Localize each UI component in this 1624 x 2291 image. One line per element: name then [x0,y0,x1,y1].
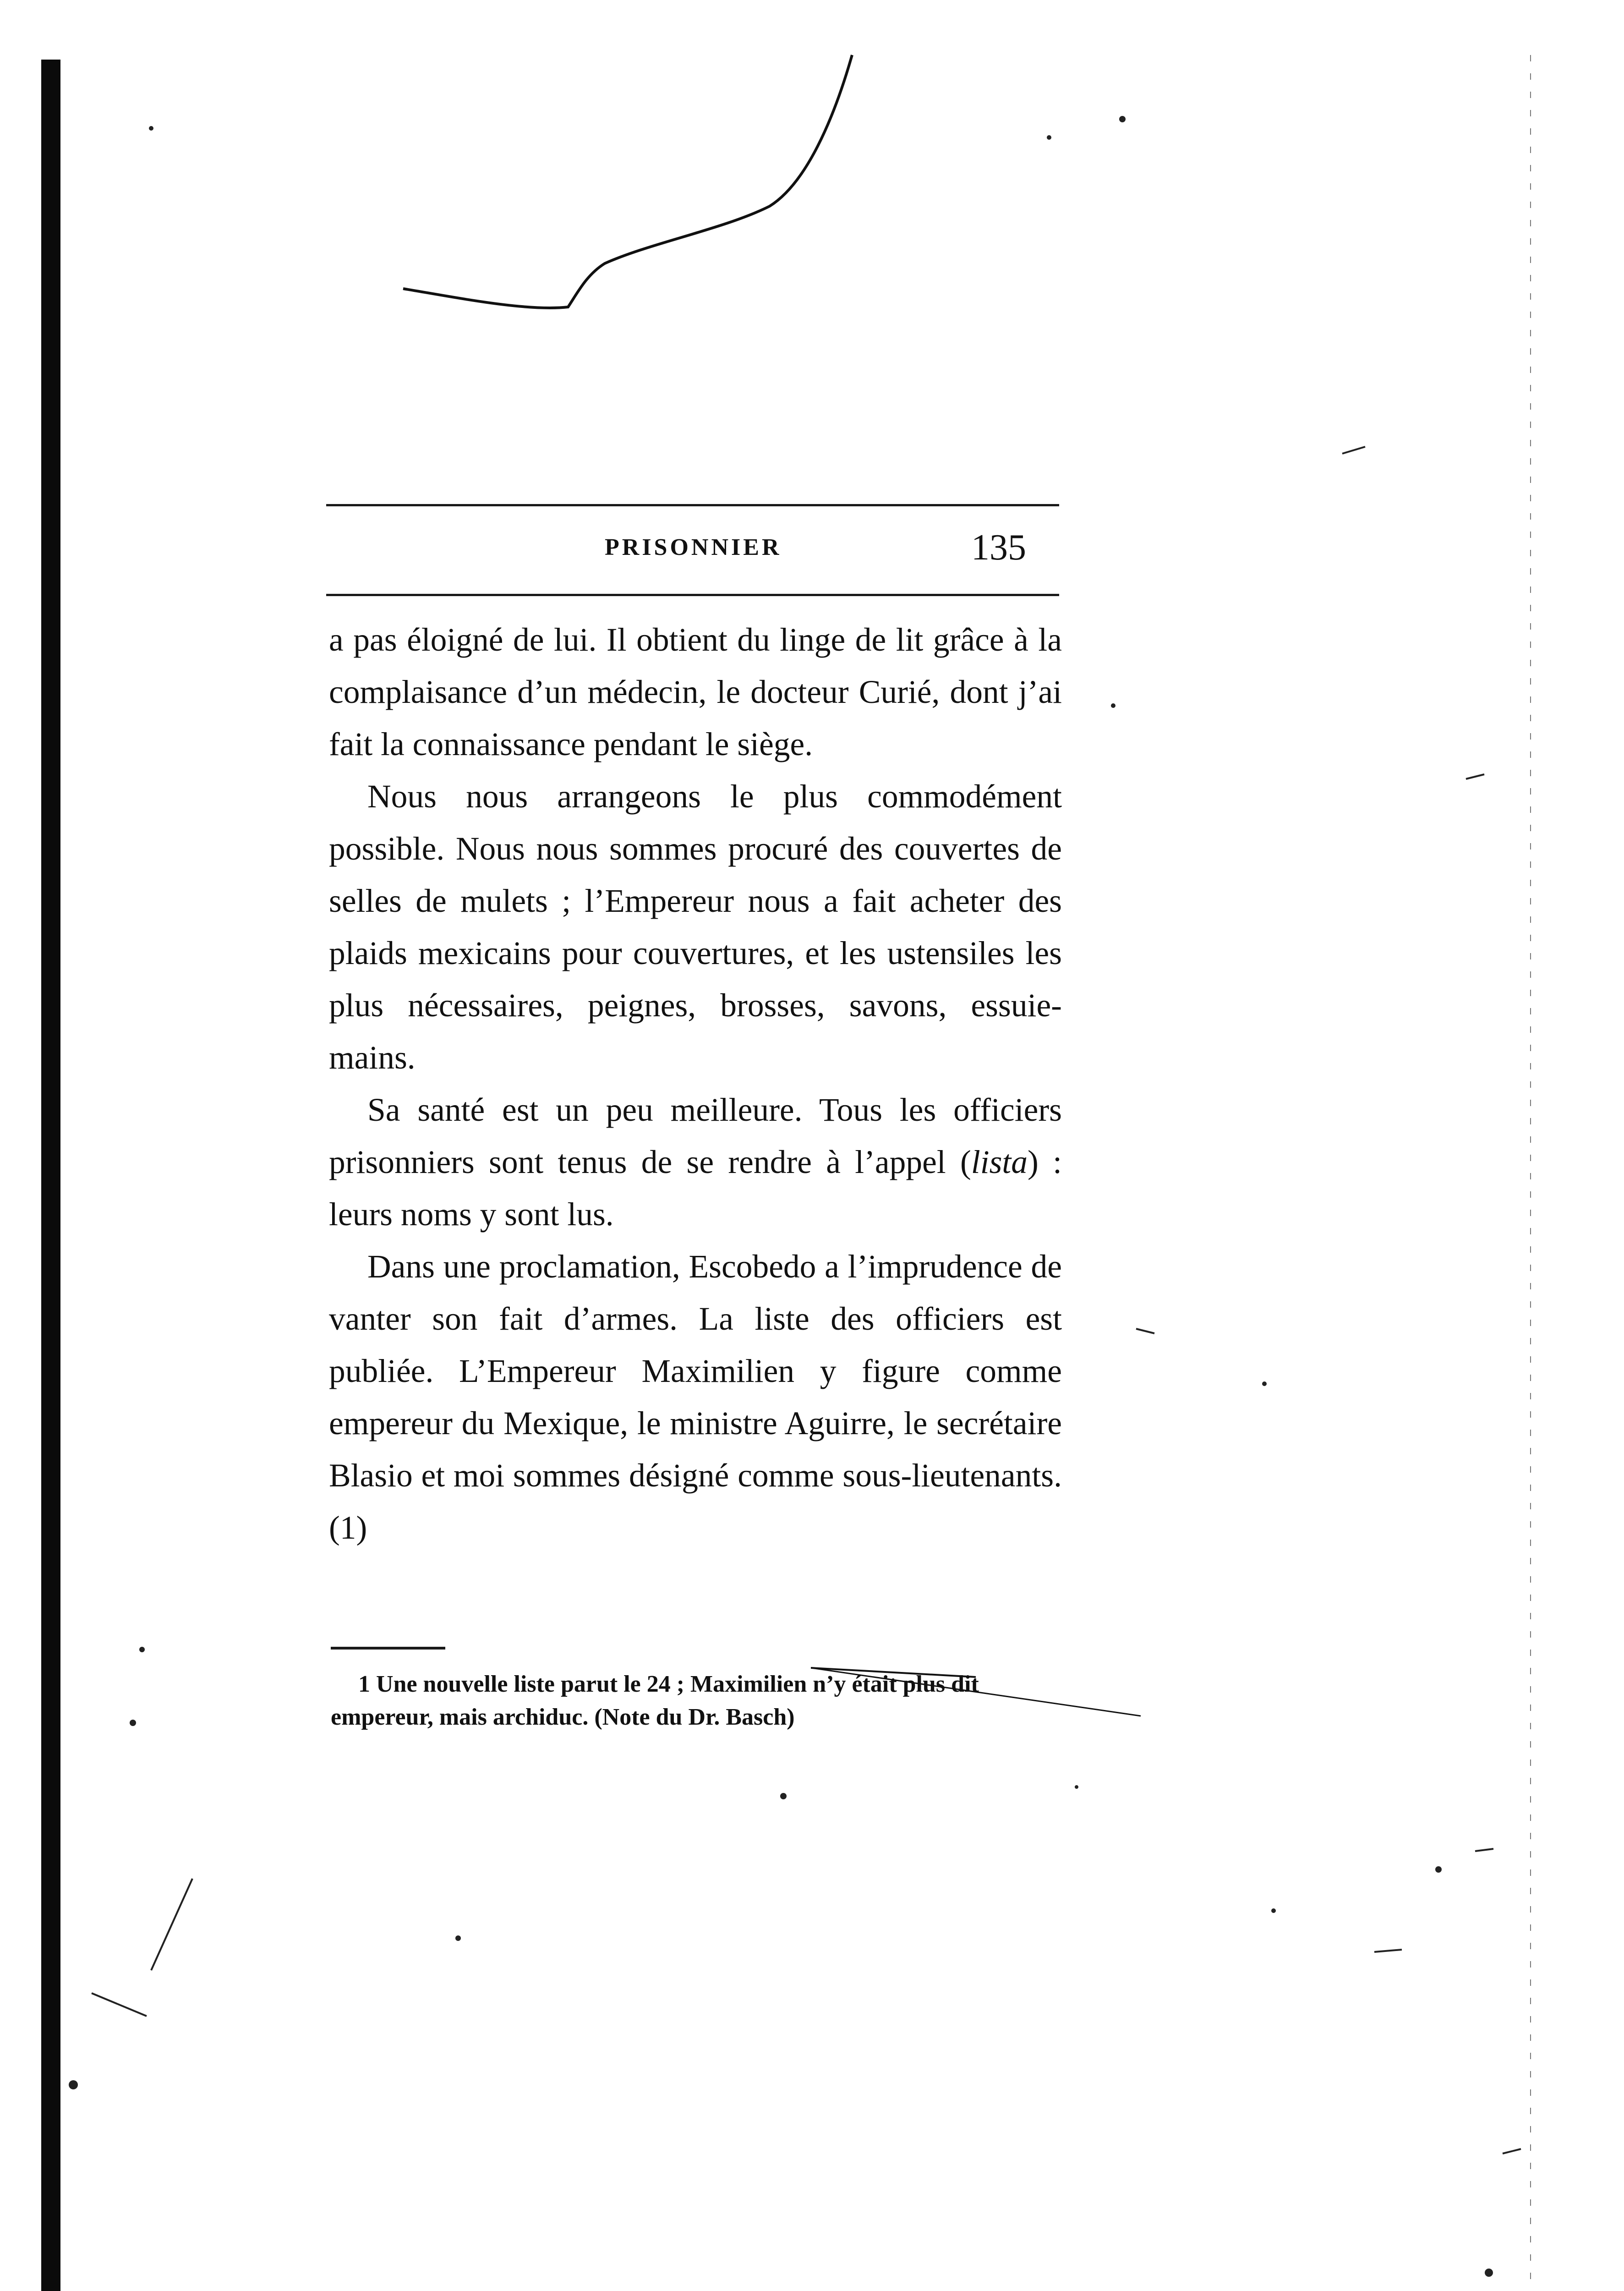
lista-word: lista [971,1144,1028,1180]
header-rule-top [326,504,1059,506]
paragraph-3-tail: : leurs noms y sont lus. [329,1144,1062,1233]
paragraph-1: a pas éloigné de lui. Il obtient du linge de lit grâce à la complaisance d’un médecin, le docteur Curié, dont j’ai fait la connaissance pendant le siège. [329,622,1062,762]
paragraph-2: Nous nous arrangeons le plus commodément possible. Nous nous sommes procuré des couvertes de selles de mulets ; l’Empereur nous a fait acheter des plaids mexicains pour couvertures, et les ustensiles les plus nécessaires, peignes, brosses, savons, essuie-mains. [329,778,1062,1076]
page-number: 135 [971,527,1026,568]
paragraph-3-text: Sa santé est un peu meilleure. Tous les officiers prisonniers sont tenus de se rendre à l’appel [329,1092,1062,1180]
paragraph-3-close-paren: ) [1028,1144,1039,1180]
footnote-rule [331,1647,445,1650]
paragraph-3 [329,1084,1062,1241]
paragraph-3-open-paren: ( [946,1144,971,1180]
footnote-text: Une nouvelle liste parut le 24 ; Maximilien n’y était plus dit empereur, mais archiduc. (Note du Dr. Basch) [331,1671,979,1730]
running-head: PRISONNIER [605,534,782,560]
pencil-strike-mark [811,1659,1159,1723]
body-text [329,614,1062,1554]
paragraph-4: Dans une proclamation, Escobedo a l’imprudence de vanter son fait d’armes. La liste des officiers est publiée. L’Empereur Maximilien y figure comme empereur du Mexique, le ministre Aguirre, le secrétaire Blasio et moi sommes désigné comme sous-lieutenants. (1) [329,1249,1062,1546]
footnote-number: 1 [358,1671,370,1697]
header-rule-bottom [326,594,1059,596]
